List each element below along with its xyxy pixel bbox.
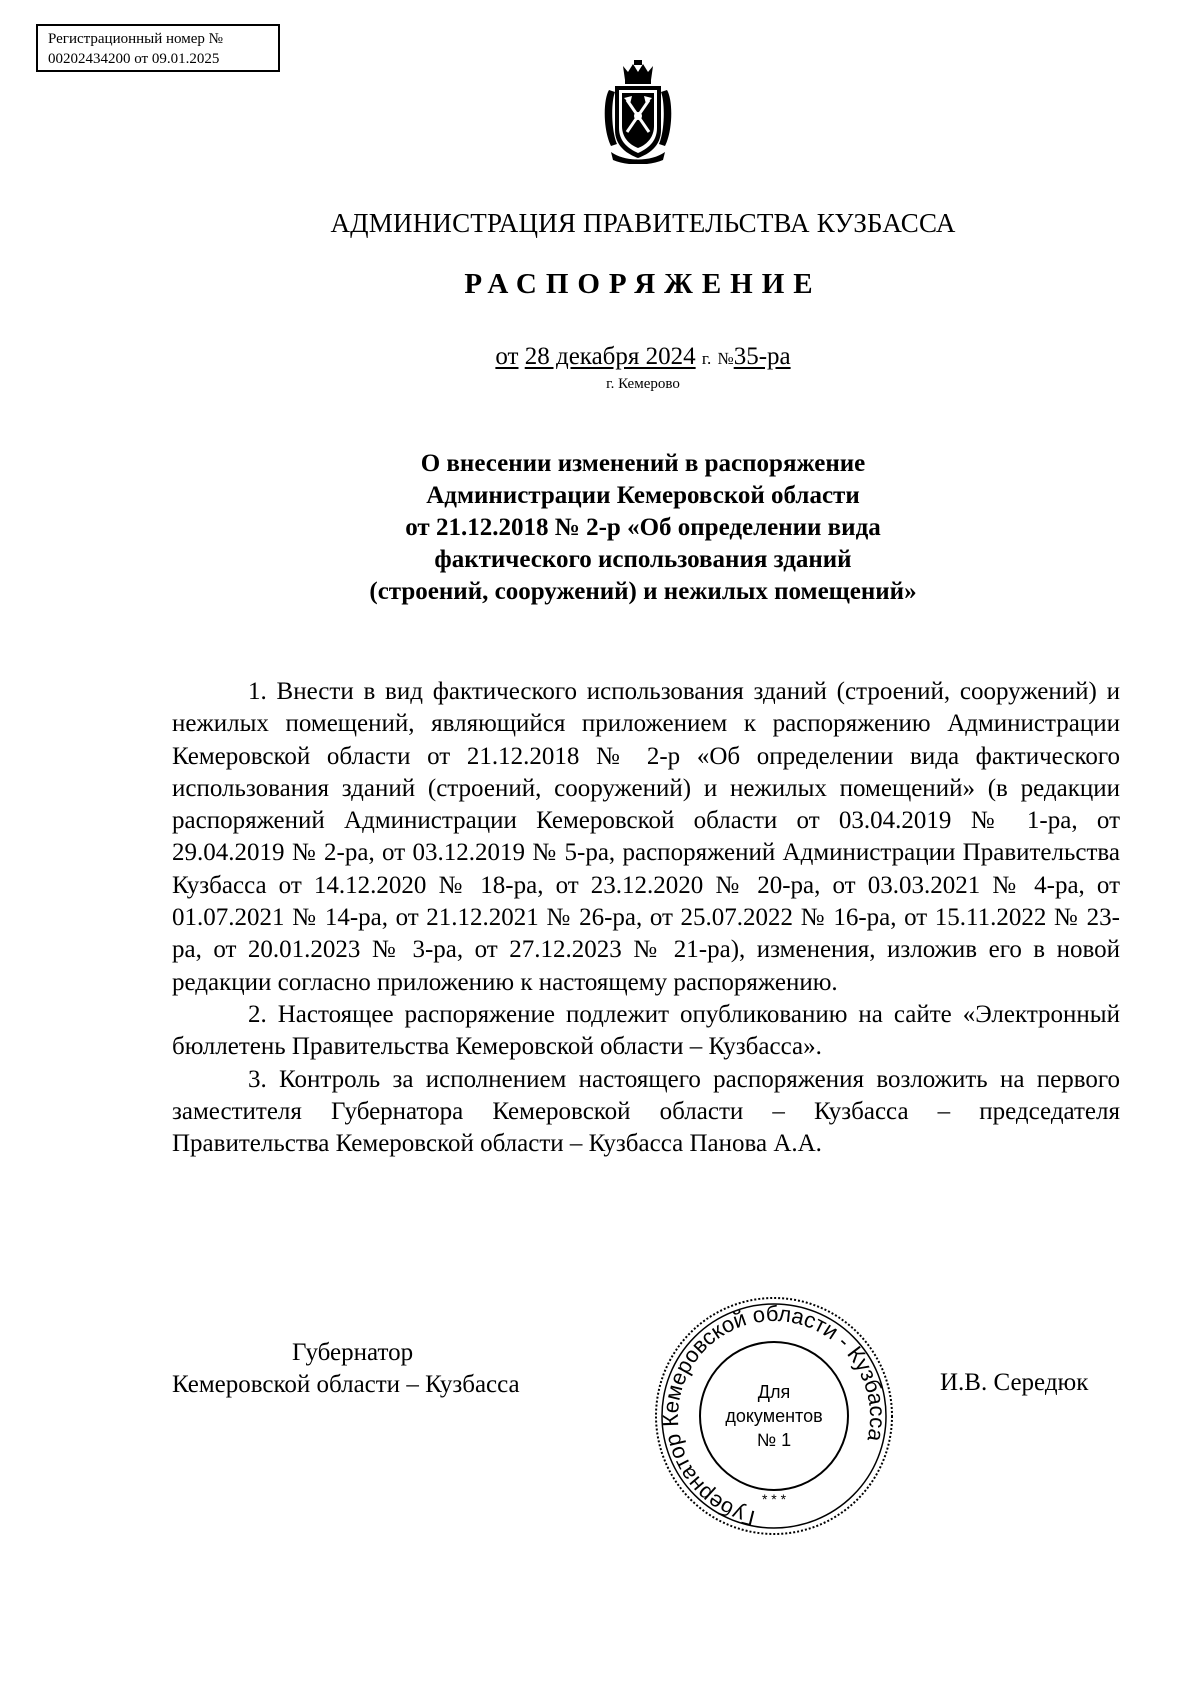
document-body (172, 676, 1120, 1160)
subject-line: О внесении изменений в распоряжение (420, 450, 866, 477)
organization-title: АДМИНИСТРАЦИЯ ПРАВИТЕЛЬСТВА КУЗБАССА (330, 208, 956, 238)
paragraph-2: 2. Настоящее распоряжение подлежит опубликованию на сайте «Электронный бюллетень Правительства Кемеровской области – Кузбасса». (172, 1000, 1120, 1061)
seal-stars: * * * (761, 1491, 787, 1507)
signer-title (172, 1337, 592, 1401)
signer-title-line-1: Губернатор (292, 1339, 414, 1366)
document-number: 35-ра (733, 343, 791, 370)
paragraph-1: 1. Внести в вид фактического использования зданий (строений, сооружений) и нежилых помещений, являющийся приложением к распоряжению Администрации Кемеровской области от 21.12.2018 № 2-р «Об определении вида фактического использования зданий (строений, сооружений) и нежилых помещений» (в редакции распоряжений Администрации Кемеровской области от 03.04.2019 № 1-ра, от 29.04.2019 № 2-ра, от 03.12.2019 № 5-ра, распоряжений Администрации Правительства Кузбасса от 14.12.2020 № 18-ра, от 23.12.2020 № 20-ра, от 03.03.2021 № 4-ра, от 01.07.2021 № 14-ра, от 21.12.2021 № 26-ра, от 25.07.2022 № 16-ра, от 15.11.2022 № 23-ра, от 20.01.2023 № 3-ра, от 27.12.2023 № 21-ра), изменения, изложив его в новой редакции согласно приложению к настоящему распоряжению. (172, 678, 1120, 996)
coat-of-arms-icon (601, 60, 675, 164)
signer-name: И.В. Середюк (940, 1369, 1089, 1396)
city-label: г. Кемерово (606, 376, 680, 392)
registration-line-1: Регистрационный номер № (48, 31, 223, 47)
year-suffix: г. (701, 349, 712, 368)
subject-heading (0, 448, 1200, 608)
subject-line: от 21.12.2018 № 2-р «Об определении вида (405, 514, 881, 541)
number-sign: № (717, 349, 734, 368)
seal-center-line-1: Для (757, 1382, 791, 1402)
paragraph-3: 3. Контроль за исполнением настоящего распоряжения возложить на первого заместителя Губернатора Кемеровской области – Кузбасса – председателя Правительства Кемеровской области – Кузбасса Панова А.А. (172, 1065, 1120, 1158)
seal-center-line-2: документов (725, 1406, 823, 1426)
date-number-line (0, 343, 1200, 371)
signer-title-line-2: Кемеровской области – Кузбасса (172, 1371, 520, 1398)
subject-line: (строений, сооружений) и нежилых помещений» (369, 578, 917, 605)
subject-line: фактического использования зданий (434, 546, 852, 573)
seal-center-line-3: № 1 (756, 1430, 792, 1450)
registration-stamp (36, 24, 280, 72)
document-date: 28 декабря 2024 (524, 343, 696, 370)
document-type-heading: РАСПОРЯЖЕНИЕ (464, 268, 822, 300)
seal-ring-text: Губернатор Кемеровской области - Кузбасса (657, 1300, 891, 1531)
date-prefix: от (495, 343, 519, 370)
official-seal (652, 1290, 896, 1540)
subject-line: Администрации Кемеровской области (426, 482, 860, 509)
registration-line-2: 00202434200 от 09.01.2025 (48, 51, 220, 67)
